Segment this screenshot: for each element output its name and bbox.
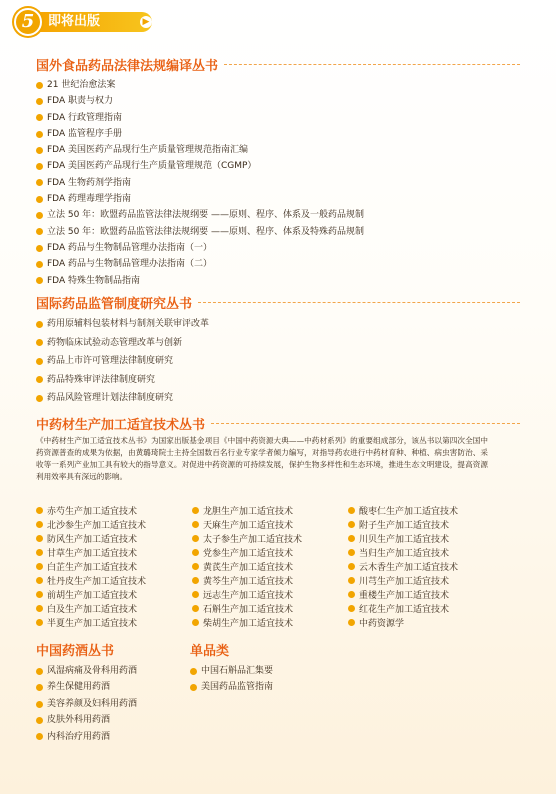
section-title-single-titles <box>190 640 229 659</box>
book-title: 21 世纪治愈法案 <box>47 80 116 90</box>
bullet-icon <box>348 563 355 570</box>
bullet-icon <box>36 549 43 556</box>
list-item <box>348 503 458 517</box>
section1-title-text: 国外食品药品法律法规编译丛书 <box>36 59 219 74</box>
book-title: 龙胆生产加工适宜技术 <box>203 506 294 517</box>
list-item <box>36 77 364 93</box>
book-title: FDA 药理毒理学指南 <box>47 194 131 205</box>
bullet-icon <box>36 339 43 346</box>
book-title: 皮肤外科用药酒 <box>47 715 111 726</box>
book-title: 天麻生产加工适宜技术 <box>203 520 294 531</box>
book-title: 立法 50 年：欧盟药品监管法律法规纲要 ——原则、程序、体系及特殊药品规制 <box>47 226 365 237</box>
section-number-banner <box>14 8 154 32</box>
section-title-medicinal-wine <box>36 640 114 659</box>
book-title: 附子生产加工适宜技术 <box>359 520 450 531</box>
list-item <box>36 587 146 601</box>
list-item <box>192 601 302 615</box>
section-title-intl-drug-regulation <box>36 293 520 312</box>
bullet-icon <box>348 535 355 542</box>
list-item <box>36 334 209 353</box>
book-title: 中药资源学 <box>359 618 405 629</box>
book-list-section1 <box>36 77 364 289</box>
list-item <box>36 126 364 142</box>
bullet-icon <box>190 684 197 691</box>
bullet-icon <box>36 619 43 626</box>
book-title: FDA 生物药剂学指南 <box>47 177 131 188</box>
list-item <box>36 615 146 629</box>
list-item <box>36 175 364 191</box>
bullet-icon <box>348 577 355 584</box>
bullet-icon <box>36 163 43 170</box>
book-title: FDA 行政管理指南 <box>47 112 122 123</box>
list-item <box>36 729 137 745</box>
book-title: 柴胡生产加工适宜技术 <box>203 618 294 629</box>
section-number: 5 <box>14 8 42 36</box>
bullet-icon <box>36 684 43 691</box>
bullet-icon <box>348 619 355 626</box>
bullet-icon <box>36 507 43 514</box>
bullet-icon <box>36 82 43 89</box>
book-list-section5 <box>190 663 273 696</box>
book-title: 药物临床试验动态管理改革与创新 <box>47 337 183 348</box>
section-title-foreign-food-drug-law <box>36 55 520 74</box>
list-item <box>192 503 302 517</box>
book-title: 养生保健用药酒 <box>47 682 111 693</box>
list-item <box>192 587 302 601</box>
book-title: FDA 特殊生物制品指南 <box>47 275 140 286</box>
book-title: 远志生产加工适宜技术 <box>203 590 294 601</box>
book-title: 酸枣仁生产加工适宜技术 <box>359 506 459 517</box>
book-title: 药品上市许可管理法律制度研究 <box>47 356 174 366</box>
book-title: 半夏生产加工适宜技术 <box>47 618 138 629</box>
book-title: 黄芪生产加工适宜技术 <box>203 562 294 573</box>
list-item <box>36 158 364 174</box>
list-item <box>348 573 458 587</box>
bullet-icon <box>36 605 43 612</box>
book-title: 药品风险管理计划法律制度研究 <box>47 393 174 403</box>
bullet-icon <box>190 668 197 675</box>
bullet-icon <box>192 549 199 556</box>
bullet-icon <box>36 668 43 675</box>
bullet-icon <box>36 521 43 528</box>
book-list-section3-col1 <box>36 503 146 629</box>
book-title: 防风生产加工适宜技术 <box>47 534 138 545</box>
list-item <box>36 207 364 223</box>
list-item <box>348 587 458 601</box>
list-item <box>36 559 146 573</box>
book-title: 黄芩生产加工适宜技术 <box>203 576 294 587</box>
list-item <box>36 545 146 559</box>
list-item <box>36 273 364 289</box>
list-item <box>192 531 302 545</box>
book-title: 立法 50 年：欧盟药品监管法律法规纲要 ——原则、程序、体系及一般药品规制 <box>47 210 365 221</box>
list-item <box>36 191 364 207</box>
bullet-icon <box>348 605 355 612</box>
list-item <box>348 517 458 531</box>
bullet-icon <box>36 321 43 328</box>
bullet-icon <box>192 605 199 612</box>
list-item <box>36 601 146 615</box>
list-item <box>36 315 209 334</box>
book-title: FDA 美国医药产品现行生产质量管理规范（CGMP） <box>47 161 257 172</box>
bullet-icon <box>36 114 43 121</box>
bullet-icon <box>36 701 43 708</box>
book-list-section3-col3 <box>348 503 458 629</box>
book-title: 石斛生产加工适宜技术 <box>203 604 294 615</box>
list-item <box>36 696 137 712</box>
bullet-icon <box>192 591 199 598</box>
bullet-icon <box>36 228 43 235</box>
book-title: 风湿病痛及骨科用药酒 <box>47 666 138 676</box>
bullet-icon <box>192 619 199 626</box>
book-title: 药用原辅料包装材料与制剂关联审评改革 <box>47 319 210 329</box>
book-title: 前胡生产加工适宜技术 <box>47 590 138 601</box>
bullet-icon <box>348 591 355 598</box>
book-title: FDA 美国医药产品现行生产质量管理规范指南汇编 <box>47 145 248 156</box>
list-item <box>192 545 302 559</box>
book-title: FDA 药品与生物制品管理办法指南（一） <box>47 242 212 253</box>
list-item <box>36 93 364 109</box>
section3-title-text: 中药材生产加工适宜技术丛书 <box>36 418 206 433</box>
list-item <box>36 224 364 240</box>
list-item <box>36 240 364 256</box>
list-item <box>192 615 302 629</box>
book-title: 内科治疗用药酒 <box>47 731 111 742</box>
bullet-icon <box>36 563 43 570</box>
list-item <box>36 142 364 158</box>
list-item <box>192 559 302 573</box>
bullet-icon <box>192 577 199 584</box>
book-title: FDA 药品与生物制品管理办法指南（二） <box>47 259 212 270</box>
list-item <box>348 545 458 559</box>
book-list-section4 <box>36 663 137 745</box>
book-title: 中国石斛品汇集要 <box>201 666 274 676</box>
list-item <box>348 531 458 545</box>
bullet-icon <box>36 358 43 365</box>
bullet-icon <box>36 179 43 186</box>
list-item <box>36 503 146 517</box>
section4-title-text: 中国药酒丛书 <box>36 644 115 659</box>
list-item <box>36 371 209 390</box>
book-title: 药品特殊审评法律制度研究 <box>47 374 156 385</box>
bullet-icon <box>36 277 43 284</box>
list-item <box>36 531 146 545</box>
dotted-divider <box>211 423 520 424</box>
bullet-icon <box>348 521 355 528</box>
book-title: 当归生产加工适宜技术 <box>359 548 450 559</box>
banner-label: 即将出版 <box>32 12 152 32</box>
bullet-icon <box>192 507 199 514</box>
list-item <box>36 517 146 531</box>
bullet-icon <box>36 733 43 740</box>
bullet-icon <box>348 507 355 514</box>
book-title: 重楼生产加工适宜技术 <box>359 590 450 601</box>
book-title: 太子参生产加工适宜技术 <box>203 534 303 545</box>
list-item <box>348 601 458 615</box>
bullet-icon <box>36 261 43 268</box>
list-item <box>36 679 137 695</box>
series-description: 《中药材生产加工适宜技术丛书》为国家出版基金项目《中国中药资源大典——中药材系列》的重要组成部分，该丛书以第四次全国中药资源普查的成果为依据，由黄璐琦院士主持全国数百名行业专家学者倾力编写，对指导药农进行中药材育种、种植、病虫害防治、采收等一系列产业加工具有较大的指导意义。对促进中药资源的可持续发展，保护生物多样性和生态环境，推进生态文明建设，提高资源利用效率具有深远的影响。 <box>36 436 488 481</box>
book-title: 牡丹皮生产加工适宜技术 <box>47 576 147 587</box>
list-item <box>36 712 137 728</box>
bullet-icon <box>36 212 43 219</box>
dotted-divider <box>224 64 520 65</box>
bullet-icon <box>36 196 43 203</box>
book-title: 白芷生产加工适宜技术 <box>47 562 138 573</box>
dotted-divider <box>198 302 520 303</box>
bullet-icon <box>36 395 43 402</box>
book-list-section2 <box>36 315 209 408</box>
section-title-tcm-processing <box>36 414 520 433</box>
book-title: 赤芍生产加工适宜技术 <box>47 506 138 517</box>
list-item <box>36 110 364 126</box>
section5-title-text: 单品类 <box>190 644 230 659</box>
bullet-icon <box>192 521 199 528</box>
book-title: FDA 监管程序手册 <box>47 128 122 139</box>
list-item <box>190 663 273 679</box>
list-item <box>36 256 364 272</box>
bullet-icon <box>36 131 43 138</box>
list-item <box>190 679 273 695</box>
arrow-icon: ▶ <box>140 16 152 28</box>
list-item <box>36 389 209 408</box>
book-title: 白及生产加工适宜技术 <box>47 604 138 615</box>
book-title: 美容养颜及妇科用药酒 <box>47 698 138 709</box>
book-title: 党参生产加工适宜技术 <box>203 548 294 559</box>
list-item <box>348 615 458 629</box>
book-title: FDA 职责与权力 <box>47 96 113 107</box>
bullet-icon <box>36 591 43 598</box>
book-title: 云木香生产加工适宜技术 <box>359 562 459 573</box>
list-item <box>192 573 302 587</box>
list-item <box>36 663 137 679</box>
book-title: 美国药品监管指南 <box>201 682 274 693</box>
list-item <box>36 573 146 587</box>
list-item <box>192 517 302 531</box>
section2-title-text: 国际药品监管制度研究丛书 <box>36 297 193 312</box>
book-title: 川贝生产加工适宜技术 <box>359 534 450 545</box>
book-title: 红花生产加工适宜技术 <box>359 604 450 615</box>
bullet-icon <box>36 535 43 542</box>
bullet-icon <box>36 245 43 252</box>
bullet-icon <box>192 563 199 570</box>
book-list-section3-col2 <box>192 503 302 629</box>
bullet-icon <box>36 577 43 584</box>
bullet-icon <box>36 717 43 724</box>
book-title: 北沙参生产加工适宜技术 <box>47 520 147 531</box>
list-item <box>36 352 209 371</box>
book-title: 甘草生产加工适宜技术 <box>47 548 138 559</box>
bullet-icon <box>192 535 199 542</box>
bullet-icon <box>348 549 355 556</box>
list-item <box>348 559 458 573</box>
bullet-icon <box>36 98 43 105</box>
book-title: 川芎生产加工适宜技术 <box>359 576 450 587</box>
bullet-icon <box>36 376 43 383</box>
bullet-icon <box>36 147 43 154</box>
